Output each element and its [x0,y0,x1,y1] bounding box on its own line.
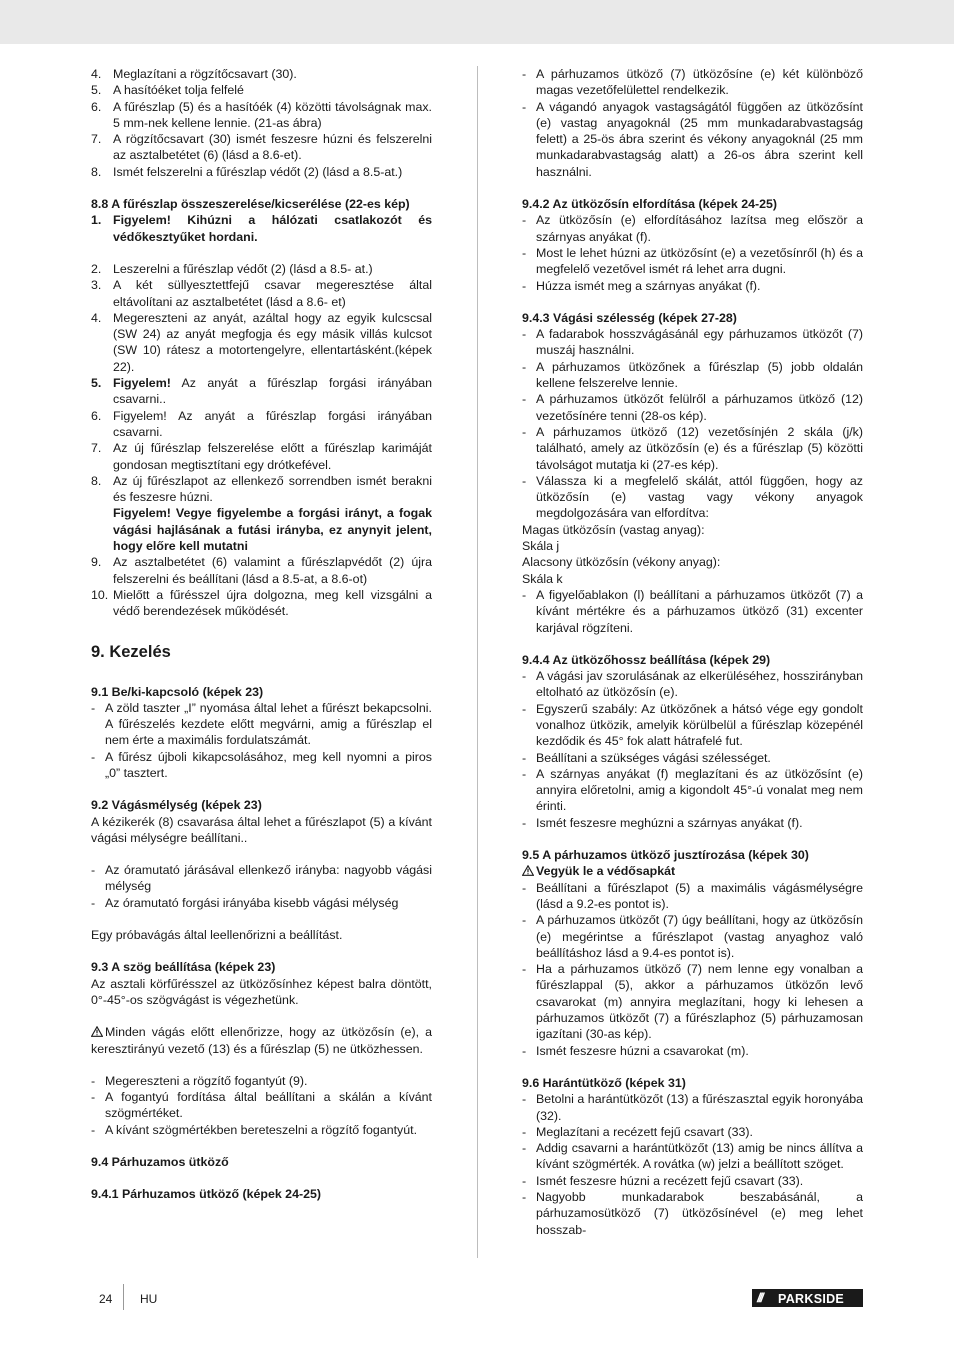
bullet-item [522,750,863,766]
item-number: 6. [91,99,102,114]
item-text: Ismét felszerelni a fűrészlap védőt (2) (lásd a 8.5-at.) [113,164,403,179]
item-text: A vágandó anyagok vastagságától függően az ütközősínt (e) vastag anyagoknál (25 mm munkadarabvastagság felett) a 25-ös ábra szerint és vékony anyagoknál (25 mm munkadarabvastagság alatt) a 26-os ábra szerint kell használni. [536,99,863,179]
bullet-item [91,1122,432,1138]
item-text: Leszerelni a fűrészlap védőt (2) (lásd a 8.5- at.) [113,261,373,276]
numbered-item [91,164,432,180]
spacer [91,245,432,261]
dash-marker: - [522,424,527,439]
numbered-item [91,505,432,554]
dash-marker: - [522,99,527,114]
subsection-heading: 9.4.2 Az ütközősín elfordítása (képek 24-25) [522,197,778,212]
item-number: 6. [91,408,102,423]
dash-marker: - [522,213,527,228]
warning-icon [522,865,534,876]
item-text: A szárnyas anyákat (f) meglazítani és az ütközősínt (e) annyira előretolni, amig a kigondolt 45°-ú vonalat meg nem érinti. [536,766,863,814]
item-text: Meglazítani a recézett fejű csavart (33). [536,1124,753,1139]
item-text: Egyszerű szabály: Az ütközőnek a hátsó vége egy gondolt vonalhoz ütközik, amelyik körülbelül a fűrészlap közepénél kezdődik és 45° fok alatt hátrafelé fut. [536,701,863,749]
bullet-item [91,700,432,749]
item-number: 10. [91,587,109,602]
item-text: A két süllyesztettfejű csavar megeresztése által eltávolítani az asztalbetétet (lásd a 8.6- et) [113,278,432,309]
item-number: 9. [91,555,102,570]
dash-marker: - [522,1141,527,1156]
spacer [91,1138,432,1154]
bullet-item [522,815,863,831]
dash-marker: - [91,895,96,910]
bullet-item [522,1043,863,1059]
bullet-item [522,701,863,750]
dash-marker: - [522,880,527,895]
page-number: 24 [99,1292,113,1306]
spacer [522,1059,863,1075]
numbered-item [91,587,432,620]
item-number: 1. [91,213,102,228]
item-text: Figyelem! Kihúzni a hálózati csatlakozót és védőkesztyűket hordani. [113,213,432,244]
dash-marker: - [91,863,96,878]
dash-marker: - [522,1190,527,1204]
item-text: A fadarabok hosszvágásánál egy párhuzamos ütközőt (7) muszáj használni. [536,327,863,358]
warning-note [522,863,863,879]
dash-marker: - [522,750,527,765]
numbered-item [91,131,432,164]
dash-marker: - [91,749,96,764]
item-text: A zöld taszter „I” nyomása által lehet a fűrészt bekapcsolni. A fűrészelés kezdete előtt megvárni, amig a fűrészlap el nem érte a maximális fordulatszámát. [105,700,432,748]
numbered-item [91,261,432,277]
dash-marker: - [91,700,96,715]
numbered-item [91,408,432,441]
item-text: Az új fűrészlapot az ellenkező sorrendben ismét berakni és feszesre húzni. [113,473,432,505]
item-text: A párhuzamos ütközőt (7) úgy beállítani, hogy az ütközősín (e) megérintse a fűrészlapot (vastag anyaghoz való beállításhoz lásd a 9.4-es pontot is). [536,913,863,960]
bullet-item [522,1091,863,1124]
column-divider [477,66,478,1258]
item-text: Ismét feszesre húzni a csavarokat (m). [536,1043,749,1058]
item-text: Beállítani a fűrészlapot (5) a maximális vágásmélységre (lásd a 9.2-es pontot is). [536,880,863,911]
numbered-item [91,440,432,473]
bullet-item [522,245,863,278]
spacer [91,781,432,797]
paragraph: Magas ütközősín (vastag anyag): [522,522,705,537]
item-number: 3. [91,278,102,293]
numbered-item [91,66,432,82]
parkside-logo [752,1289,863,1307]
bullet-item [522,99,863,180]
subsection-heading: 9.4 Párhuzamos ütköző [91,1155,229,1170]
item-text: Válassza ki a megfelelő skálát, attól függően, hogy az ütközősín (e) vastag vagy vékony anyagok megdolgozására van elfordítva: [536,473,863,521]
spacer [91,662,432,684]
dash-marker: - [522,473,527,488]
item-text: Megereszteni az anyát, azáltal hogy az egyik kulcscsal (SW 24) az anyát megfogja és egy másik villás kulcsot (SW 10) rátesz a motortengelyre, ellentartásként.(képek 22). [113,310,432,374]
numbered-item [91,99,432,132]
dash-marker: - [522,359,527,374]
left-column [91,66,432,1203]
numbered-item [91,473,432,506]
item-number [91,505,113,554]
bullet-item [522,1173,863,1189]
item-number: 8. [91,164,102,179]
item-emphasis: Figyelem! [113,376,171,391]
warning-note [91,1024,432,1057]
subsection-heading: 9.4.1 Párhuzamos ütköző (képek 24-25) [91,1187,322,1202]
subsection-heading: 9.4.4 Az ütközőhossz beállítása (képek 29) [522,652,771,667]
numbered-item [91,277,432,310]
bullet-item [522,1124,863,1140]
subsection-heading: 8.8 A fűrészlap összeszerelése/kicserélése (22-es kép) [91,197,410,212]
item-number: 7. [91,441,102,456]
paragraph: Egy próbavágás által leellenőrizni a beállítást. [91,928,343,943]
right-column [522,66,863,1238]
footer-separator [123,1284,124,1310]
dash-marker: - [522,1043,527,1058]
spacer [522,636,863,652]
bullet-item [91,749,432,782]
item-text: A rögzítőcsavart (30) ismét feszesre húzni és felszerelni az asztalbetétet (6) (lásd a 8.6-et). [113,132,432,163]
paragraph: Skála k [522,571,563,586]
item-text: Az ütközősín (e) elfordításához lazítsa meg először a szárnyas anyákat (f). [536,213,863,244]
dash-marker: - [522,1124,527,1139]
item-text: Nagyobb munkadarabok beszabásánál, a párhuzamosütköző (7) ütközősínével (e) meg lehet hosszab- [536,1190,863,1237]
item-number: 8. [91,473,102,488]
item-text: A párhuzamos ütközőnek a fűrészlap (5) jobb oldalán kellene felszerelve lennie. [536,359,863,391]
item-text: Figyelem! Az anyát a fűrészlap forgási irányában csavarni. [113,408,432,439]
spacer [91,1057,432,1073]
bullet-item [522,326,863,359]
item-number: 5. [91,376,102,391]
dash-marker: - [522,669,527,684]
subsection-heading: 9.2 Vágásmélység (képek 23) [91,798,262,813]
numbered-item [91,82,432,98]
paragraph: Skála j [522,539,560,554]
dash-marker: - [522,392,527,407]
item-number: 5. [91,83,102,98]
bullet-item [522,66,863,99]
numbered-item [91,375,432,408]
item-text: Ismét feszesre meghúzni a szárnyas anyákat (f). [536,815,803,830]
bullet-item [522,1189,863,1238]
item-text: A vágási jav szorulásának az elkerüléséhez, hosszirányban eltolható az ütközősín (e). [536,669,863,700]
subsection-heading: 9.6 Harántütköző (képek 31) [522,1075,686,1090]
item-text: Az új fűrészlap felszerelése előtt a fűrészlap karimáját gondosan megtisztítani egy drótkefével. [113,441,432,472]
language-code: HU [140,1292,158,1306]
bullet-item [91,895,432,911]
warning-text: Minden vágás előtt ellenőrizze, hogy az ütközősín (e), a keresztirányú vezető (13) és a fűrészlap (5) ne ütközhessen. [91,1025,432,1056]
spacer [522,180,863,196]
item-text: A hasítóéket tolja felfelé [113,83,244,98]
logo-slashes: /// [757,1290,762,1305]
item-text: Betolni a harántütközőt (13) a fűrészasztal egyik horonyába (32). [536,1092,863,1123]
dash-marker: - [522,67,527,81]
logo-text: PARKSIDE [778,1292,845,1306]
item-number: 4. [91,67,102,81]
item-text: Ha a párhuzamos ütköző (7) nem lenne egy vonalban a fűrészlappal (5), akkor a párhuzamos ütközőn levő csavarokat (m) annyira meglazítani, hogy ki lehesen a párhuzamos ütközőt (7) a fűrészlaphoz (5) párhuzamosan igazítani (30-as kép). [536,962,863,1042]
subsection-heading: 9.4.3 Vágási szélesség (képek 27-28) [522,310,737,325]
item-text: Meglazítani a rögzítőcsavart (30). [113,67,297,81]
dash-marker: - [522,327,527,342]
item-text: Ismét feszesre húzni a recézett fejű csavart (33). [536,1173,804,1188]
page-footer [0,1282,954,1314]
bullet-item [91,862,432,895]
spacer [91,1008,432,1024]
item-number: 7. [91,132,102,147]
dash-marker: - [522,766,527,781]
bullet-item [522,212,863,245]
bullet-item [522,912,863,961]
item-text: Az asztalbetétet (6) valamint a fűrészlapvédőt (2) újra felszerelni és beállítani (lásd a 8.5-at, a 8.6-ot) [113,555,432,586]
item-text: Az óramutató forgási irányába kisebb vágási mélység [105,895,399,910]
numbered-item [91,310,432,375]
dash-marker: - [522,815,527,830]
dash-marker: - [522,245,527,260]
dash-marker: - [522,701,527,716]
item-text: A fűrészlap (5) és a hasítóék (4) közötti távolságnak max. 5 mm-nek kellene lennie. (21-as ábra) [113,99,432,130]
item-text: A párhuzamos ütközőt felülről a párhuzamos ütköző (12) vezetősínére tenni (28-os kép). [536,392,863,423]
spacer [91,846,432,862]
item-number: 2. [91,261,102,276]
dash-marker: - [91,1073,96,1088]
item-text: A párhuzamos ütköző (12) vezetősínjén 2 skála (j/k) található, amely az ütközősín (e) és a fűrészlap (5) közötti távolságot mutatja ki (27-es kép). [536,424,863,472]
bullet-item [522,880,863,913]
spacer [91,620,432,642]
item-text: A párhuzamos ütköző (7) ütközősíne (e) két különböző magas vezetőfelülettel rendelkezik. [536,67,863,98]
bullet-item [522,278,863,294]
item-rest: Az anyát a fűrészlap forgási irányában csavarni.. [113,376,432,407]
numbered-item [91,212,432,245]
item-text: Mielőtt a fűrésszel újra dolgozna, meg kell vizsgálni a védő berendezések működését. [113,587,432,619]
item-text: A figyelőablakon (l) beállítani a párhuzamos ütközőt (7) a kívánt mértékre és a párhuzamos ütköző (31) excenter karjával rögzíteni. [536,587,863,635]
dash-marker: - [91,1122,96,1137]
item-text: Beállítani a szükséges vágási szélességet. [536,750,771,765]
dash-marker: - [522,1092,527,1107]
subsection-heading: 9.3 A szög beállítása (képek 23) [91,960,276,975]
item-text: Megereszteni a rögzítő fogantyút (9). [105,1073,308,1088]
subsection-heading: 9.5 A párhuzamos ütköző jusztírozása (képek 30) [522,848,809,863]
spacer [91,943,432,959]
bullet-item [522,961,863,1042]
spacer [91,180,432,196]
bullet-item [522,587,863,636]
top-band [0,0,954,44]
warning-text: Vegyük le a védősapkát [536,864,676,879]
warning-icon [91,1026,103,1037]
bullet-item [522,1140,863,1173]
paragraph: A kézikerék (8) csavarása által lehet a fűrészlapot (5) a kívánt vágási mélységre beállítani.. [91,814,432,845]
item-text: A fűrész újboli kikapcsolásához, meg kell nyomni a piros „0” tasztert. [105,749,432,780]
dash-marker: - [522,278,527,293]
bullet-item [522,668,863,701]
paragraph: Alacsony ütközősín (vékony anyag): [522,555,721,570]
section-heading: 9. Kezelés [91,642,171,661]
spacer [91,1170,432,1186]
dash-marker: - [91,1090,96,1105]
bullet-item [522,359,863,392]
dash-marker: - [522,962,527,977]
dash-marker: - [522,587,527,602]
spacer [522,294,863,310]
item-text: Az óramutató járásával ellenkező irányba: nagyobb vágási mélység [105,863,432,894]
item-text: A kívánt szögmértékben bereteszelni a rögzítő fogantyút. [105,1122,418,1137]
item-text [113,375,432,408]
bullet-item [522,424,863,473]
bullet-item [91,1073,432,1089]
spacer [91,911,432,927]
bullet-item [91,1089,432,1122]
bullet-item [522,391,863,424]
item-text: A fogantyú fordítása által beállítani a skálán a kívánt szögmértéket. [105,1090,432,1121]
subsection-heading: 9.1 Be/ki-kapcsoló (képek 23) [91,684,264,699]
bullet-item [522,766,863,815]
item-text: Húzza ismét meg a szárnyas anyákat (f). [536,278,761,293]
spacer [522,831,863,847]
item-text: Figyelem! Vegye figyelembe a forgási irányt, a fogak vágási hajlásának a futási irányba, ez anynyit jelent, hogy előre kell mutatni [113,506,432,554]
item-text: Addig csavarni a harántütközőt (13) amig be nincs állítva a kívánt szögmérték. A rovátka (w) jelzi a beállított szöget. [536,1141,863,1172]
bullet-item [522,473,863,522]
dash-marker: - [522,913,527,928]
item-number: 4. [91,310,102,325]
numbered-item [91,554,432,587]
dash-marker: - [522,1173,527,1188]
paragraph: Az asztali körfűrésszel az ütközősínhez képest balra döntött, 0°-45°-os szögvágást is végezhetünk. [91,976,432,1007]
item-text: Most le lehet húzni az ütközősínt (e) a vezetősínről (h) és a megfelelő vezetővel ismét rá lehet arra dugni. [536,245,863,277]
